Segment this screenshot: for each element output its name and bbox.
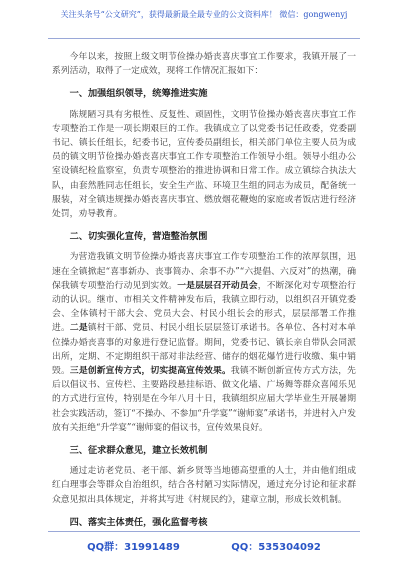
section-1-paragraph: 陈规陋习具有劣根性、反复性、顽固性，文明节俭操办婚丧喜庆事宜工作专项整治工作是一项长期艰巨的工作。我镇成立了以党委书记任政委，党委副书记、镇长任组长，纪委书记，宣传委员副组长，相关部门单位主要人员为成员的镇文明节俭操办婚丧喜庆事宜工作专项整治工作领导小组。领导小组办公室设镇纪检监察室，负责专项整治的推进协调和日常工作。成立镇综合执法大队，由套然胜同志任组长，安全生产监、环境卫生组的同志为成员，配备统一服装，对全镇违规操办婚丧喜庆事宜、燃放烟花鞭炮的家庭或者饭店进行经济处罚，劝导教育。 [52,109,356,220]
page-footer [0,538,408,553]
section-3-heading: 三、征求群众意见，建立长效机制 [69,445,208,457]
intro-paragraph: 今年以来，按照上级文明节俭操办婚丧喜庆事宜工作要求，我镇开展了一系列活动，取得了一定成效，现将工作情况汇报如下： [52,52,356,77]
section-2-text-a: 为营造我镇文明节俭操办婚丧喜庆事宜工作专项整治工作的浓厚氛围，迅速在全镇掀起“喜事新办、丧事简办、余事不办”“六提倡、六反对”的热潮，确保我镇专项整治行动见到实效。 [52,252,356,291]
footer-divider [48,531,360,532]
section-2-text-e: 镇村干部、党员、村民小组长层层签订承诺书。各单位、各村对本单位操办婚丧喜事的对象进行登记监督。期间，党委书记、镇长亲自带队会同派出所，定期、不定期组织干部对非法经营、储存的烟花爆竹进行收缴、集中销毁。 [52,323,356,377]
section-2-text-g: 我镇不断创新宣传方式方法，先后以倡议书、宣传栏、主要路段悬挂标语、做文化墙、广场舞等群众喜闻乐见的方式进行宣传，特别是在今年八月十日，我镇组织应届大学毕业生开展暑期社会实践活动，签订“不操办、不参加“升学宴”“谢师宴”承诺书，并进村入户发放有关拒绝“升学宴”“谢师宴的倡议书，宣传效果良好。 [52,366,356,433]
section-2-text-c: ，不断深化对专项整治行动的认识。继市、市相关文件精神发布后，我镇立即行动，以组织召开镇党委会、全体镇村干部大会、党员大会、村民小组长会的形式，层层部署工作推进。 [52,280,356,334]
section-4-heading: 四、落实主体责任，强化监督考核 [69,516,208,528]
header-banner-text: 关注头条号“公文研究”，获得最新最全最专业的公文资料库！ 微信：gongwenyj [60,10,348,19]
section-2-paragraph [52,250,356,435]
document-body [52,50,356,536]
section-2-bold-2: 二是 [69,323,88,334]
section-3-paragraph: 通过走访老党员、老干部、新乡贤等当地德高望重的人士，并由他们组成红白理事会等群众自治组织，结合各村陋习实际情况，通过充分讨论和征求群众意见拟出具体规定，并将其写进《村规民约》，建章立制，形成长效机制。 [52,466,356,505]
section-2-heading: 二、切实强化宣传，营造整治氛围 [69,231,208,243]
footer-qq-group: QQ群：31991489 [87,542,180,553]
footer-qq-number: QQ：535304092 [231,542,321,553]
section-2-bold-3: 三是创新宣传方式，切实提高宣传效果。 [69,366,231,377]
header-divider [48,38,360,39]
page-header [0,0,408,44]
section-1-heading: 一、加强组织领导，统筹推进实施 [69,88,208,100]
section-2-bold-1: 一是层层召开动员会 [177,280,258,291]
